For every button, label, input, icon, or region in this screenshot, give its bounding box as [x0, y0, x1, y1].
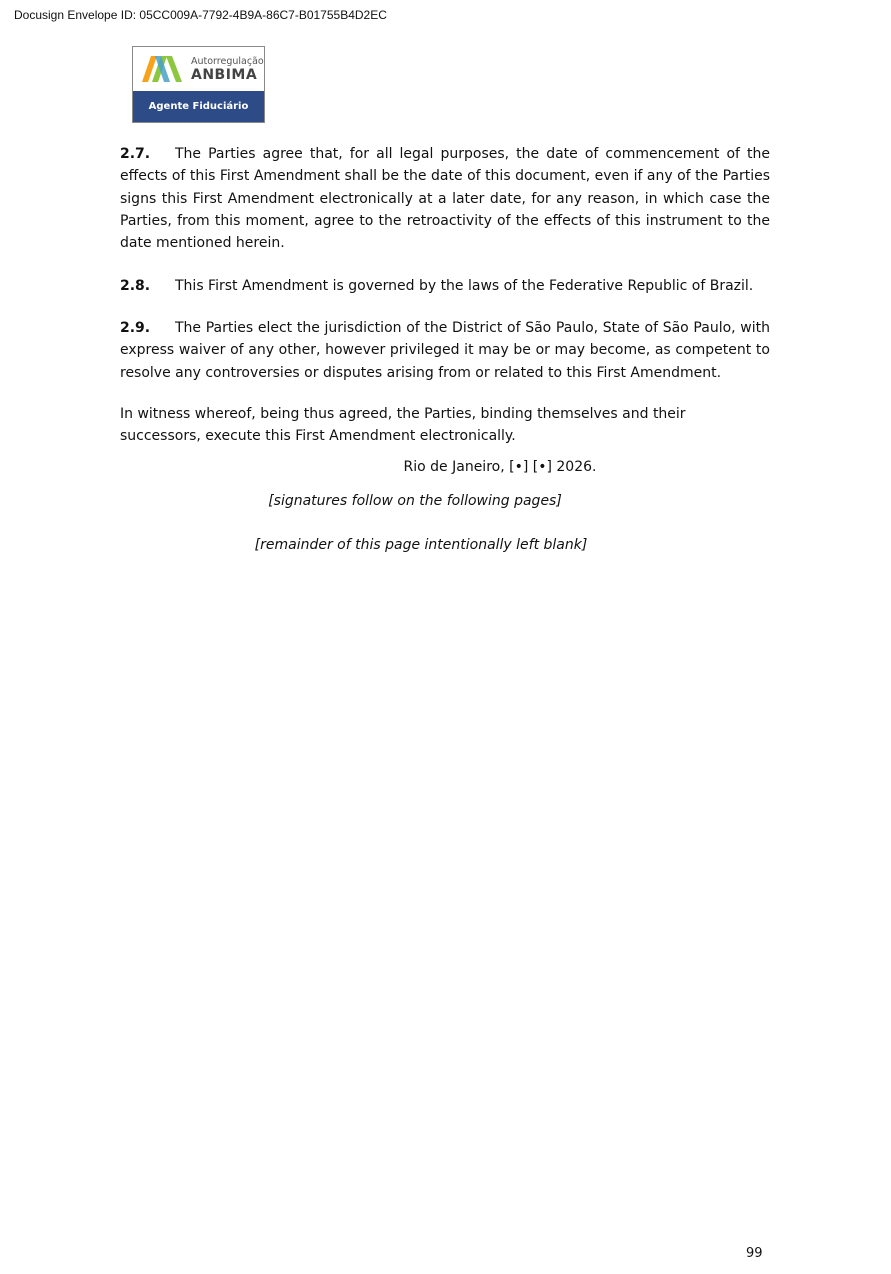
signatures-note: [signatures follow on the following pages] — [268, 493, 562, 509]
envelope-id: Docusign Envelope ID: 05CC009A-7792-4B9A-86C7-B01755B4D2EC — [14, 8, 387, 22]
clause-number: 2.8. — [120, 278, 151, 294]
clause-text: The Parties elect the jurisdiction of the District of São Paulo, State of São Paulo, with express waiver of any other, however privileged it may be or may become, as competent to resolve any controversies or disputes arising from or related to this First Amendment. — [120, 320, 770, 381]
logo-band: Agente Fiduciário — [133, 91, 264, 122]
clause-text: This First Amendment is governed by the laws of the Federative Republic of Brazil. — [175, 278, 754, 294]
blank-note: [remainder of this page intentionally left blank] — [254, 537, 588, 553]
clause-2-8 — [120, 275, 770, 297]
place-date: Rio de Janeiro, [•] [•] 2026. — [403, 459, 597, 475]
witness-text: In witness whereof, being thus agreed, the Parties, binding themselves and their successors, execute this First Amendment electronically. — [120, 406, 686, 445]
logo-subtitle: Autorregulação — [191, 56, 264, 67]
logo-top — [133, 47, 264, 92]
anbima-mark-icon — [142, 56, 182, 82]
page-number: 99 — [746, 1246, 763, 1261]
clause-2-7 — [120, 143, 770, 254]
witness-paragraph — [120, 403, 770, 448]
clause-number: 2.9. — [120, 320, 151, 336]
clause-number: 2.7. — [120, 146, 151, 162]
clause-text: The Parties agree that, for all legal purposes, the date of commencement of the effects of this First Amendment shall be the date of this document, even if any of the Parties signs this First Amendment electronically at a later date, for any reason, in which case the Parties, from this moment, agree to the retroactivity of the effects of this instrument to the date mentioned herein. — [120, 146, 770, 252]
clause-2-9 — [120, 317, 770, 384]
logo-brand: ANBIMA — [191, 67, 258, 83]
anbima-logo — [132, 46, 265, 123]
